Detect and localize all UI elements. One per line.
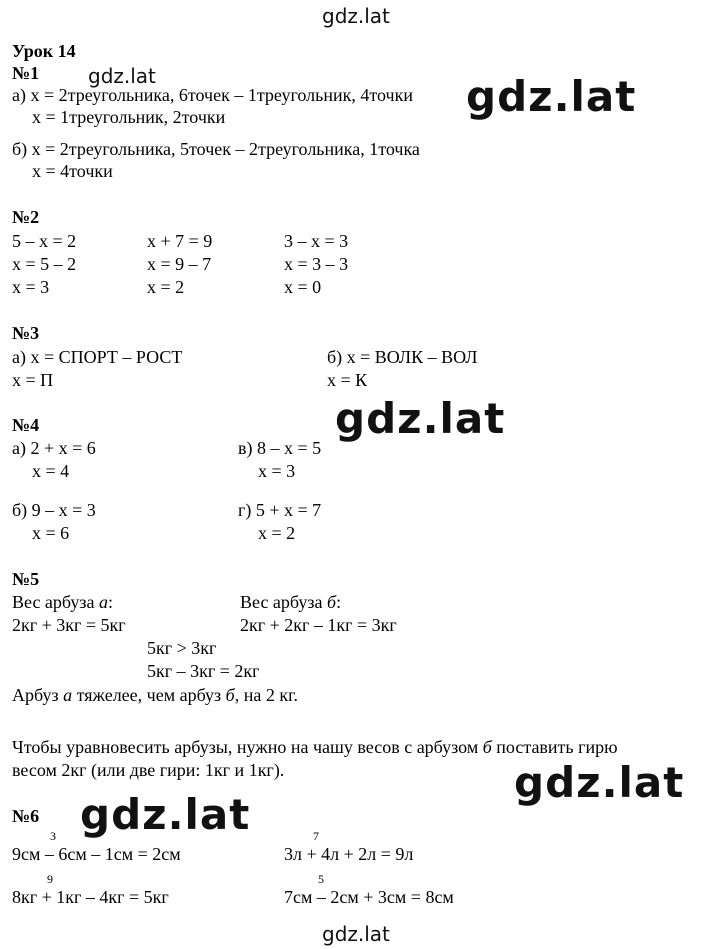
task-2-col-1-line-1: 5 – х = 2: [12, 231, 77, 251]
task-5-paragraph-line-1: Чтобы уравновесить арбузы, нужно на чашу весов с арбузом б поставить гирю: [12, 737, 618, 757]
task-5-compare-2: 5кг – 3кг = 2кг: [147, 661, 260, 681]
task-6-sup-2: 7: [313, 829, 319, 843]
task-4-b-line-2: х = 6: [32, 523, 70, 543]
task-2-col-2-line-2: х = 9 – 7: [147, 254, 212, 274]
task-1-heading: №1: [12, 63, 40, 83]
task-1-line-2: х = 1треугольник, 2точки: [32, 107, 226, 127]
task-2-heading: №2: [12, 207, 40, 227]
task-3-heading: №3: [12, 323, 40, 343]
task-1-line-3: б) х = 2треугольника, 5точек – 2треугольника, 1точка: [12, 139, 420, 159]
task-3-b-line-1: б) х = ВОЛК – ВОЛ: [327, 347, 478, 367]
watermark-big-4: gdz.lat: [80, 790, 251, 839]
task-2-col-1-line-2: х = 5 – 2: [12, 254, 77, 274]
task-4-g-line-2: х = 2: [258, 523, 296, 543]
task-5-conclusion: Арбуз а тяжелее, чем арбуз б, на 2 кг.: [12, 685, 298, 705]
watermark-bottom: gdz.lat: [322, 922, 390, 946]
task-2-col-3-line-1: 3 – х = 3: [284, 231, 349, 251]
watermark-small: gdz.lat: [88, 64, 156, 88]
task-6-sup-1: 3: [50, 829, 56, 843]
lesson-title: Урок 14: [12, 41, 76, 61]
task-5-paragraph-line-2: весом 2кг (или две гири: 1кг и 1кг).: [12, 760, 285, 780]
watermark-big-1: gdz.lat: [466, 72, 637, 121]
task-4-v-line-2: х = 3: [258, 461, 296, 481]
watermark-big-3: gdz.lat: [514, 758, 685, 807]
task-4-heading: №4: [12, 415, 40, 435]
task-6-heading: №6: [12, 806, 40, 826]
task-5-weight-a-label: Вес арбуза а:: [12, 592, 114, 612]
task-3-b-line-2: х = К: [327, 370, 368, 390]
task-4-a-line-2: х = 4: [32, 461, 70, 481]
task-4-a-line-1: а) 2 + х = 6: [12, 438, 96, 458]
task-4-v-line-1: в) 8 – х = 5: [238, 438, 322, 458]
task-3-a-line-2: х = П: [12, 370, 54, 390]
task-1-line-4: х = 4точки: [32, 161, 113, 181]
task-4-g-line-1: г) 5 + х = 7: [238, 500, 322, 520]
watermark-top: gdz.lat: [322, 4, 390, 28]
task-6-expr-2: 3л + 4л + 2л = 9л: [284, 844, 414, 864]
watermark-big-2: gdz.lat: [335, 394, 506, 443]
task-5-weight-a-calc: 2кг + 3кг = 5кг: [12, 615, 126, 635]
task-5-heading: №5: [12, 569, 40, 589]
task-5-weight-b-calc: 2кг + 2кг – 1кг = 3кг: [240, 615, 397, 635]
task-2-col-2-line-1: х + 7 = 9: [147, 231, 213, 251]
task-4-b-line-1: б) 9 – х = 3: [12, 500, 96, 520]
task-5-weight-b-label: Вес арбуза б:: [240, 592, 342, 612]
task-6-expr-3: 8кг + 1кг – 4кг = 5кг: [12, 887, 169, 907]
task-1-line-1: а) х = 2треугольника, 6точек – 1треугольник, 4точки: [12, 85, 413, 105]
task-6-sup-3: 9: [47, 872, 53, 886]
task-2-col-2-line-3: х = 2: [147, 277, 185, 297]
task-6-expr-1: 9см – 6см – 1см = 2см: [12, 844, 181, 864]
task-6-sup-4: 5: [318, 872, 324, 886]
task-2-col-1-line-3: х = 3: [12, 277, 50, 297]
task-2-col-3-line-3: х = 0: [284, 277, 322, 297]
task-6-expr-4: 7см – 2см + 3см = 8см: [284, 887, 454, 907]
task-2-col-3-line-2: х = 3 – 3: [284, 254, 349, 274]
task-3-a-line-1: а) х = СПОРТ – РОСТ: [12, 347, 183, 367]
task-5-compare-1: 5кг > 3кг: [147, 638, 217, 658]
